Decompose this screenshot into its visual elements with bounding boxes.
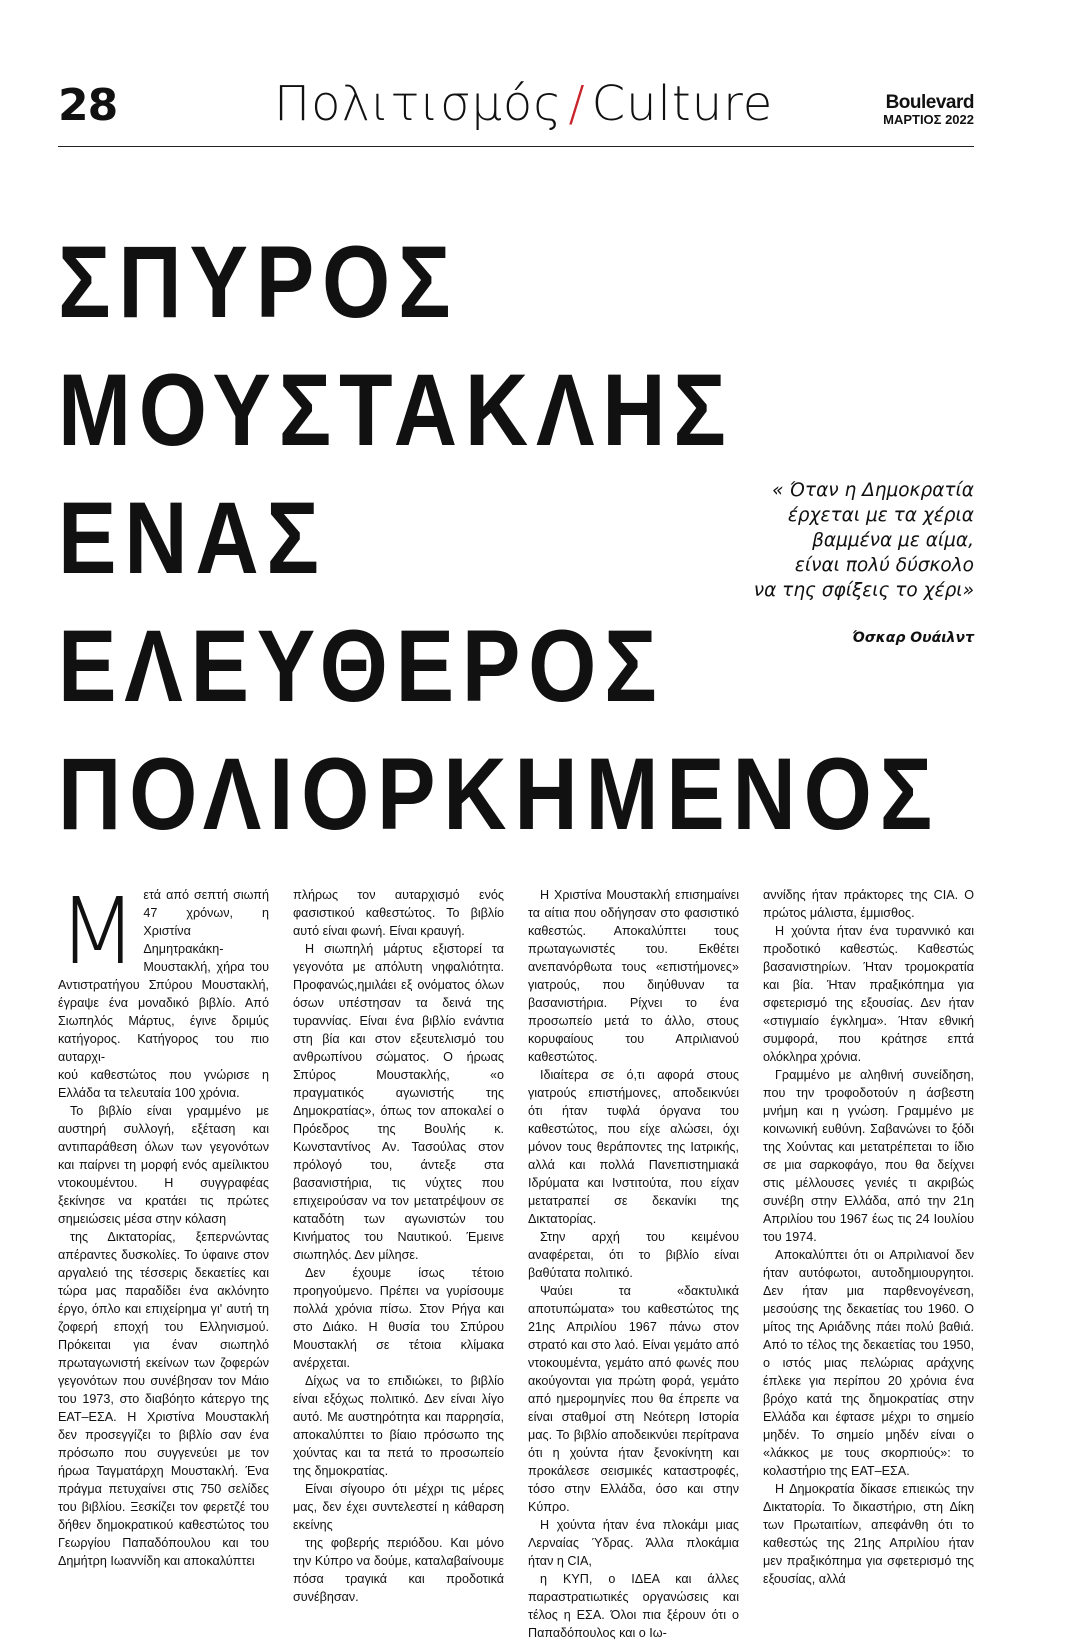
article-body	[58, 878, 974, 1642]
quote-line: είναι πολύ δύσκολο	[794, 555, 974, 576]
article-paragraph: Η Δημοκρατία δίκασε επιεικώς την Δικτατορία. Το δικαστήριο, στη Δίκη των Πρωταιτίων, απεφάνθη ότι το καθεστώς της 21ης Απριλίου ήταν μεν πραξικόπημα για σφετερισμό της εξουσίας, αλλά	[763, 1482, 974, 1586]
article-paragraph: πλήρως τον αυταρχισμό ενός φασιστικού καθεστώτος. Το βιβλίο αυτό είναι φωνή. Είναι κραυγή.	[293, 888, 504, 938]
drop-cap: Μ	[58, 878, 138, 985]
headline-line: ΣΠΥΡΟΣ	[58, 225, 459, 339]
brand-name: Boulevard	[885, 92, 974, 113]
section-slash: /	[568, 76, 586, 132]
article-paragraph: Η χούντα ήταν ένα πλοκάμι μιας Λερναίας Ύδρας. Άλλα πλοκάμια ήταν η CIA,	[528, 1518, 739, 1568]
article-column-2	[293, 886, 504, 1642]
headline-line: ΜΟΥΣΤΑΚΛΗΣ	[58, 353, 734, 467]
article-paragraph: κού καθεστώτος που γνώρισε η Ελλάδα τα τελευταία 100 χρόνια.	[58, 1068, 269, 1100]
section-title-greek: Πολιτισμός	[274, 76, 563, 132]
headline-line: ΠΟΛΙΟΡΚΗΜΕΝΟΣ	[58, 737, 940, 851]
quote-line: έρχεται με τα χέρια	[787, 505, 974, 526]
headline-line: ΕΝΑΣ	[58, 481, 327, 595]
article-paragraph: Η χούντα ήταν ένα τυραννικό και προδοτικό καθεστώς. Καθεστώς βασανιστηρίων. Ήταν τρομοκρατία και βία. Ήταν πραξικόπημα για σφετερισμό της εξουσίας. Δεν ήταν «στιγμιαίο έγκλημα». Ήταν εθνική συμφορά, που κράτησε επτά ολόκληρα χρόνια.	[763, 924, 974, 1064]
article-paragraph: Ιδιαίτερα σε ό,τι αφορά στους γιατρούς επιστήμονες, αποδεικνύει ότι ήταν τυφλά όργανα του καθεστώτος, που είχε αλώσει, όχι μόνον τους θεράποντες της Ιατρικής, αλλά και πολλά Πανεπιστημιακά Ιδρύματα και Ινστιτούτα, που είχαν μετατραπεί σε δεκανίκι της Δικτατορίας.	[528, 1068, 739, 1226]
headline-line: ΕΛΕΥΘΕΡΟΣ	[58, 609, 665, 723]
page-number: 28	[58, 80, 118, 131]
page-header	[58, 72, 974, 147]
article-paragraph: Η σιωπηλή μάρτυς εξιστορεί τα γεγονότα με απόλυτη νηφαλιότητα. Προφανώς,ημιλάει εξ ονόματος όλων όσων υπέστησαν τα δεινά της τυραννίας. Είναι ένα βιβλίο ενάντια στη βία και στον εξευτελισμό του ανθρωπίνου σώματος. Ο ήρωας Σπύρος Μουστακλής, «ο πραγματικός αγωνιστής της Δημοκρατίας», όπως τον αποκαλεί ο Πρόεδρος της Βουλής κ. Κωνσταντίνος Αν. Τασούλας στον πρόλογό του, άντεξε στα βασανιστήρια, τις νύχτες που επιχειρούσαν να τον μετατρέψουν σε καταδότη των αγωνιστών του Κινήματος του Ναυτικού. Έμεινε σιωπηλός. Δεν μίλησε.	[293, 942, 504, 1262]
article-paragraph: της φοβερής περιόδου. Και μόνο την Κύπρο να δούμε, καταλαβαίνουμε πόσα τραγικά και προδοτικά συνέβησαν.	[293, 1536, 504, 1604]
quote-author: Όσκαρ Ουάιλντ	[852, 630, 974, 646]
magazine-brand	[883, 94, 974, 127]
quote-line: « Όταν η Δημοκρατία	[772, 480, 974, 501]
section-title	[274, 76, 773, 132]
article-column-3	[528, 886, 739, 1642]
article-paragraph: Δίχως να το επιδιώκει, το βιβλίο είναι εξόχως πολιτικό. Δεν είναι λίγο αυτό. Με αυστηρότητα και παρρησία, αποκαλύπτει το βίαιο πρόσωπο της χούντας και τα πετά το προσωπείο της δημοκρατίας.	[293, 1374, 504, 1478]
article-paragraph: αννίδης ήταν πράκτορες της CIA. Ο πρώτος μάλιστα, έμμισθος.	[763, 888, 974, 920]
article-paragraph: Αποκαλύπτει ότι οι Απριλιανοί δεν ήταν αυτόφωτοι, αυτοδημιουργητοι. Δεν ήταν μια παρθενογένεση, μεσούσης της δεκαετίας του 1960. Ο μίτος της Αριάδνης πάει πολύ βαθιά. Από το τέλος της δεκαετίας του 1950, ο ιστός μιας πελώριας αράχνης έπλεκε για περίπου 20 χρόνια ένα βρόχο κατά της δημοκρατίας στην Ελλάδα και έφτασε μέχρι το σημείο μηδέν. Το σημείο μηδέν είναι ο «λάκκος με τους σκορπιούς»: το κολαστήριο της ΕΑΤ–ΕΣΑ.	[763, 1248, 974, 1478]
article-paragraph: Δεν έχουμε ίσως τέτοιο προηγούμενο. Πρέπει να γυρίσουμε πολλά χρόνια πίσω. Στον Ρήγα και στο Διάκο. Η θυσία του Σπύρου Μουστακλή σε τέτοια κλίμακα ανέρχεται.	[293, 1266, 504, 1370]
article-paragraph: η ΚΥΠ, ο ΙΔΕΑ και άλλες παραστρατιωτικές οργανώσεις και τέλος η ΕΣΑ. Όλοι πια ξέρουν ότι ο Παπαδόπουλος και ο Ιω-	[528, 1572, 739, 1640]
article-column-1	[58, 878, 269, 1642]
article-paragraph: Γραμμένο με αληθινή συνείδηση, που την τροφοδοτούν η άσβεστη μνήμη και η γνώση. Γραμμένο με κοινωνική ευθύνη. Σαβανώνει το ξόδι της Χούντας και μετατρέπεται το ίδιο σε μια σαρκοφάγο, που θα δείχνει στις μέλλουσες γενιές τι ακριβώς συνέβη στην Ελλάδα, από την 21η Απριλίου του 1967 έως τις 24 Ιουλίου του 1974.	[763, 1068, 974, 1244]
article-paragraph: της Δικτατορίας, ξεπερνώντας απέραντες δυσκολίες. Το ύφαινε στον αργαλειό της τέσσερις δεκαετίες και τώρα μας παραδίδει ένα ακλόνητο έργο, όπλο και επιχείρημα γι' αυτή τη ζοφερή εποχή του Ελληνισμού. Πρόκειται για έναν σιωπηλό πρωταγωνιστή εκείνων των ζοφερών γεγονότων που συνέβησαν τον Μάιο του 1973, στο διαβόητο κάτεργο της ΕΑΤ–ΕΣΑ. Η Χριστίνα Μουστακλή δεν προσεγγίζει το βιβλίο σαν ένα πρόσωπο που συγγενεύει με τον ήρωα Ταγματάρχη Μουστακλή. Ένα πράγμα πετυχαίνει στις 750 σελίδες του βιβλίου. Ξεσκίζει τον φερετζέ του δήθεν δημοκρατικού καθεστώτος του Γεωργίου Παπαδόπουλου και του Δημήτρη Ιωαννίδη και αποκαλύπτει	[58, 1230, 269, 1568]
quote-line: να της σφίξεις το χέρι»	[753, 580, 974, 601]
article-paragraph: Ψαύει τα «δακτυλικά αποτυπώματα» του καθεστώτος της 21ης Απριλίου 1967 πάνω στον στρατό και στο λαό. Είναι γεμάτο από ντοκουμέντα, γεμάτο από φωνές που ακούγονται για πρώτη φορά, γεμάτο από ημερομηνίες που θα έπρεπε να είναι σταθμοί στη Νεότερη Ιστορία μας. Το βιβλίο αποδεικνύει περίτρανα ότι η χούντα ήταν ξενοκίνητη και προκάλεσε σεισμικές καταστροφές, τόσο στην Ελλάδα, όσο και στην Κύπρο.	[528, 1284, 739, 1514]
article-paragraph	[58, 878, 269, 1066]
article-paragraph: Το βιβλίο είναι γραμμένο με αυστηρή συλλογή, εξέταση και αντιπαράθεση όλων των γεγονότων και παίρνει τη μορφή ενός αμείλικτου ντοκουμέντου. Η συγγραφέας ξεκίνησε να κρατάει τις πρώτες σημειώσεις μέσα στην κόλαση	[58, 1104, 269, 1226]
section-title-english: Culture	[591, 76, 774, 132]
issue-date: ΜΑΡΤΙΟΣ 2022	[883, 112, 974, 127]
article-column-4	[763, 886, 974, 1642]
pull-quote	[714, 478, 974, 603]
paragraph-text: ετά από σεπτή σιωπή 47 χρόνων, η Χριστίνα Δημητρακάκη-Μουστακλή, χήρα του Αντιστρατήγου Σπύρου Μουστακλή, έγραψε ένα μοναδικό βιβλίο. Από Σιωπηλός Μάρτυς, έγινε δριμύς κατήγορος. Κατήγορος του πιο αυταρχι-	[58, 888, 269, 1064]
quote-line: βαμμένα με αίμα,	[812, 530, 974, 551]
article-paragraph: Είναι σίγουρο ότι μέχρι τις μέρες μας, δεν έχει συντελεστεί η κάθαρση εκείνης	[293, 1482, 504, 1532]
article-paragraph: Στην αρχή του κειμένου αναφέρεται, ότι το βιβλίο είναι βαθύτατα πολιτικό.	[528, 1230, 739, 1280]
article-paragraph: Η Χριστίνα Μουστακλή επισημαίνει τα αίτια που οδήγησαν στο φασιστικό καθεστώς. Αποκαλύπτει τους πρωταγωνιστές του. Εκθέτει ανεπανόρθωτα τους «επιστήμονες» γιατρούς, που διηύθυναν τα βασανιστήρια. Ρίχνει το ένα προσωπείο μετά το άλλο, στους κορυφαίους του Απριλιανού καθεστώτος.	[528, 888, 739, 1064]
